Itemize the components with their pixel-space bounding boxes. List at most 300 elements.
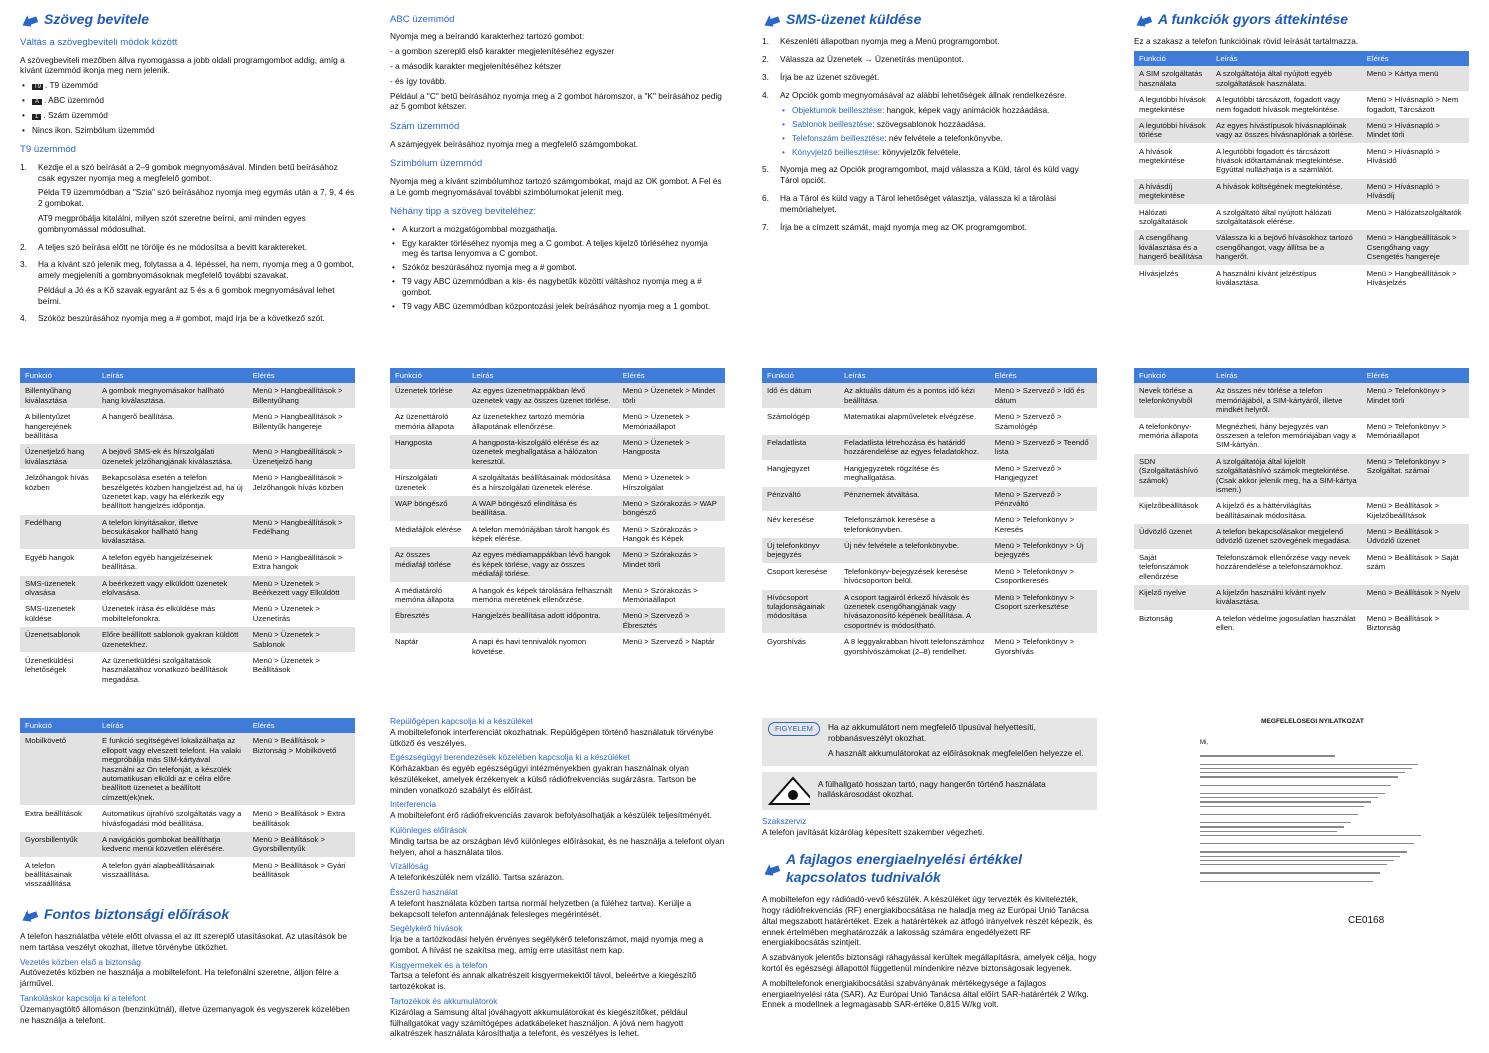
list-item: • 1 . Szám üzemmód (20, 110, 355, 122)
section-title: SMS-üzenet küldése (762, 10, 1097, 28)
table-cell: Hálózati szolgáltatások (1134, 204, 1211, 230)
table-row (1134, 498, 1469, 524)
paragraph: A szövegbeviteli mezőben állva nyomogassa a jobb oldali programgombot addig, amíg a kívánt üzemmód ikonja meg nem jelenik. (20, 54, 345, 76)
warning-badge: FIGYELEM (768, 722, 820, 736)
step: 5. Nyomja meg az Opciók programgombot, majd válassza a Küld, tárol és küld vagy Tárol opciót. (762, 164, 1079, 186)
table-cell: Menü > Szervező > Hangjegyzet (990, 460, 1097, 486)
table-cell: Menü > Hívásnapló > Hívásidő (1362, 143, 1469, 178)
table-cell: Menü > Beállítások > Biztonság > Mobilkövető (248, 733, 355, 805)
arrow-bullet-icon (762, 860, 780, 876)
table-header (1134, 368, 1469, 383)
certificate-text-line (1200, 860, 1394, 861)
column-header: Leírás (839, 368, 990, 383)
table-cell: Egyéb hangok (20, 549, 97, 575)
table-cell: SMS-üzenetek küldése (20, 601, 97, 627)
paragraph: Autóvezetés közben ne használja a mobiltelefont. Ha telefonálni szeretne, álljon félre a járművel. (20, 967, 339, 989)
certificate-lines (1200, 755, 1425, 882)
column-header: Funkció (1134, 368, 1211, 383)
table-cell: Üdvözlő üzenet (1134, 524, 1211, 550)
table-row (390, 547, 725, 582)
settings-and-safety (20, 718, 355, 1048)
column-header: Elérés (990, 368, 1097, 383)
subheading: Váltás a szövegbeviteli módok között (20, 37, 178, 49)
table-cell: A SIM szolgáltatás használata (1134, 66, 1211, 91)
table-row (20, 601, 355, 627)
table-row (762, 538, 1097, 564)
table-cell: Menü > Hangbeállítások > Fedélhang (248, 514, 355, 549)
table-row (1134, 549, 1469, 584)
column-header: Elérés (1362, 51, 1469, 66)
subheading: T9 üzemmód (20, 144, 76, 156)
step: 6. Ha a Tárol és küld vagy a Tárol lehetőséget választja, válassza ki a tárolási memóriahelyet. (762, 193, 1056, 214)
table-row (390, 521, 725, 547)
table-cell: Menü > Szervező > Ébresztés (618, 608, 725, 634)
table-block (20, 368, 355, 698)
table-row (1134, 230, 1469, 265)
list-item: • Nincs ikon. Szimbólum üzemmód (20, 125, 355, 136)
table-cell: A telefonkönyv-memória állapota (1134, 418, 1211, 453)
list-item: • Telefonszám beillesztése: név felvétele a telefonkönyvbe. (780, 133, 1097, 144)
certificate-text-line (1200, 755, 1335, 757)
column-header: Leírás (1211, 368, 1362, 383)
table-row (1134, 204, 1469, 230)
table-row (1134, 585, 1469, 611)
table-row (20, 733, 355, 805)
column-header: Funkció (762, 368, 839, 383)
certificate-text-line (1200, 801, 1371, 803)
warning-text: A fülhallgató hosszan tartó, nagy hangerőn történő használata halláskárosodást okozhat. (817, 778, 1046, 800)
certificate-text-line (1200, 864, 1387, 865)
table-cell: Menü > Szervező > Pénzváltó (990, 486, 1097, 512)
paragraph: Nyomja meg a beírandó karakterhez tartozó gombot: (390, 31, 585, 42)
subheading: Tartozékok és akkumulátorok (390, 995, 498, 1006)
table-cell: A használni kívánt jelzéstípus kiválasztása. (1211, 265, 1362, 291)
table-cell: Menü > Telefonkönyv > Csoportkeresés (990, 563, 1097, 589)
step-list (762, 36, 1097, 232)
hearing-warning-icon (768, 776, 810, 806)
table-cell: A kijelző és a háttérvilágítás beállításainak módosítása. (1211, 498, 1362, 524)
list-item: • Sablonok beillesztése: szövegsablonok hozzáadása. (780, 119, 1097, 130)
hearing-warning (762, 772, 1097, 810)
subheading: Szakszerviz (762, 816, 807, 827)
column-header: Elérés (618, 368, 725, 383)
function-overview-section (1134, 10, 1469, 340)
table-row (390, 409, 725, 435)
table-cell: Menü > Telefonkönyv > Memóriaállapot (1362, 418, 1469, 453)
table-row (1134, 92, 1469, 118)
subheading: Szimbólum üzemmód (390, 158, 483, 170)
t9-icon: T9 (34, 84, 42, 91)
table-cell: SMS-üzenetek olvasása (20, 575, 97, 601)
certificate-text-line (1200, 772, 1405, 773)
table-row (20, 470, 355, 515)
table-cell: Az üzenetekhez tartozó memória állapotának ellenőrzése. (467, 409, 618, 435)
table-cell: A napi és havi tennivalók nyomon követése. (467, 634, 618, 660)
table-cell: A szolgáltatója által nyújtott egyéb szolgáltatások használata. (1211, 66, 1362, 91)
table-cell: A hívások költségének megtekintése. (1211, 178, 1362, 204)
warning-text: A használt akkumulátorokat az előírásoknak megfelelően helyezze el. (827, 747, 1084, 758)
step: 2. Válassza az Üzenetek → Üzenetírás menüpontot. (762, 53, 964, 64)
table-block (1134, 368, 1469, 698)
table-row (1134, 524, 1469, 550)
table-cell: A legutóbbi fogadott és tárcsázott hívások időtartamának megtekintése. Egyúttal nullázhatja is a számlálót. (1211, 143, 1362, 178)
table-cell: Extra beállítások (20, 806, 97, 832)
table-cell: Számológép (762, 409, 839, 435)
certificate-text-line (1200, 835, 1421, 836)
table-cell: Menü > Kártya menü (1362, 66, 1469, 91)
table-cell: A telefon bekapcsolásakor megjelenő üdvözlő üzenet szövegének megadása. (1211, 524, 1362, 550)
table-row (390, 608, 725, 634)
table-cell: Az üzenettároló memória állapota (390, 409, 467, 435)
table-cell: A telefon kinyitásakor, illetve becsukásakor hallható hang kiválasztása. (97, 514, 248, 549)
column-header: Leírás (97, 368, 248, 383)
table-cell: Hírszolgálati üzenetek (390, 470, 467, 496)
table-row (390, 434, 725, 469)
table-cell: Menü > Üzenetek > Beállítások (248, 652, 355, 687)
table-cell: Menü > Telefonkönyv > Mindet törli (1362, 383, 1469, 418)
paragraph: A telefon használatba vétele előtt olvassa el az itt szereplő utasításokat. Az utasítások be nem tartása veszélyt okozhat, illetve törvénybe ütközhet. (20, 931, 348, 952)
table-cell: Feladatlista létrehozása és határidő hozzárendelése az egyes feladatokhoz. (839, 434, 990, 460)
table-cell: Menü > Üzenetek > Mindet törli (618, 383, 725, 408)
table-cell: A hangok és képek tárolására felhasznált memória méretének ellenőrzése. (467, 582, 618, 608)
certificate-text-line (1200, 872, 1380, 874)
subheading: Repülőgépen kapcsolja ki a készüléket (390, 716, 533, 726)
table-cell: A navigációs gombokat beállíthatja kedvenc menüi közvetlen elérésére. (97, 831, 248, 857)
table-cell: Menü > Beállítások > Gyári beállítások (248, 857, 355, 892)
table-row (1134, 610, 1469, 636)
certificate-text-line (1200, 814, 1358, 815)
table-cell: A hangerő beállítása. (97, 409, 248, 444)
list-item: • A . ABC üzemmód (20, 95, 355, 107)
table-cell: Üzenetsablonok (20, 627, 97, 653)
table-cell: Pénzváltó (762, 486, 839, 512)
table-cell: Hangjelzés beállítása adott időpontra. (467, 608, 618, 634)
paragraph: Például a "C" betű beírásához nyomja meg a 2 gombot háromszor, a "K" beírásához pedig az 5 gombot kétszer. (390, 90, 722, 112)
table-row (1134, 66, 1469, 91)
table-row (20, 444, 355, 470)
abc-mode-section (390, 14, 725, 344)
table-cell: Menü > Hálózatszolgáltatók (1362, 204, 1469, 230)
paragraph: A telefont használata közben tartsa normál helyzetben (a füléhez tartva). Kerülje a bekapcsolt telefon antennájának felesleges megérintését. (390, 897, 692, 919)
table-row (762, 563, 1097, 589)
paragraph: Ez a szakasz a telefon funkcióinak rövid leírását tartalmazza. (1134, 36, 1359, 47)
table-cell: Menü > Hangbeállítások > Üzenetjelző hang (248, 444, 355, 470)
function-table (390, 368, 725, 660)
tips-list (390, 224, 725, 311)
table-header (1134, 51, 1469, 66)
paragraph: Tartsa a telefont és annak alkatrészeit kisgyermekektől távol, beleértve a kiegészítő tartozékokat is. (390, 970, 697, 992)
table-cell: Üzenetküldési lehetőségek (20, 652, 97, 687)
table-cell: Nevek törlése a telefonkönyvből (1134, 383, 1211, 418)
step: 4. Az Opciók gomb megnyomásával az alábbi lehetőségek állnak rendelkezésre. • Objektumok beillesztése: hangok, képek vagy animációk hozzáadása. • Sablonok beillesztése: szövegsablonok hozzáadása. • Telefonszám beillesztése: név felvétele a telefonkönyvbe. • Könyvjelző beillesztése: könyvjelzők felvétele. (762, 90, 1097, 158)
list-item: • T9 vagy ABC üzemmódban a kis- és nagybetűk közötti váltáshoz nyomja meg a # gombot. (390, 276, 725, 298)
table-row (1134, 117, 1469, 143)
table-cell: Telefonkönyv-bejegyzések keresése hívócsoporton belül. (839, 563, 990, 589)
table-row (762, 383, 1097, 408)
paragraph: A mobiltelefon egy rádióadó-vevő készülék. A készüléket úgy tervezték és kivitelezték, hogy rádiófrekvenciás (RF) energiakibocsátása ne haladja meg az Európai Unió Tanácsa által megszabott határértéket. Ezek a határértékek az átfogó irányelvek részét képezik, és ennek értelmében meghatározzák a lakosság számára engedélyezett RF energiakibocsátás szintjeit. (762, 894, 1093, 948)
table-cell: Menü > Hangbeállítások > Jelzőhangok hívás közben (248, 470, 355, 515)
table-cell: Az összes név törlése a telefon memóriájából, a SIM-kártyáról, illetve mindkét helyről. (1211, 383, 1362, 418)
arrow-bullet-icon (20, 11, 38, 27)
table-cell: Médiafájlok elérése (390, 521, 467, 547)
table-cell: Csoport keresése (762, 563, 839, 589)
table-cell: Menü > Beállítások > Saját szám (1362, 549, 1469, 584)
table-cell: Menü > Szórakozás > WAP böngésző (618, 495, 725, 521)
table-cell: A hangposta-kiszolgáló elérése és az üzenetek meghallgatása a hálózaton keresztül. (467, 434, 618, 469)
table-header (390, 368, 725, 383)
table-cell: Menü > Beállítások > Extra beállítások (248, 806, 355, 832)
function-table (1134, 51, 1469, 291)
table-cell: A beérkezett vagy elküldött üzenetek elolvasása. (97, 575, 248, 601)
table-cell: A telefon memóriájában tárolt hangok és képek elérése. (467, 521, 618, 547)
table-cell: Az üzenetküldési szolgáltatások használatához vonatkozó beállítások megadása. (97, 652, 248, 687)
table-cell: Menü > Üzenetek > Memóriaállapot (618, 409, 725, 435)
mode-list (20, 80, 355, 135)
table-cell: Naptár (390, 634, 467, 660)
table-cell: Menü > Telefonkönyv > Keresés (990, 512, 1097, 538)
table-cell: Menü > Telefonkönyv > Csoport szerkesztése (990, 589, 1097, 634)
table-cell: A telefon egyéb hangjelzéseinek beállítása. (97, 549, 248, 575)
table-cell: Gyorsbillentyűk (20, 831, 97, 857)
subheading: Interferencia (390, 799, 437, 810)
certificate-text-line (1200, 768, 1412, 769)
table-row (20, 575, 355, 601)
ce-mark: CE0168 (1348, 915, 1385, 926)
list-item: • T9 . T9 üzemmód (20, 80, 355, 92)
table-cell: Válassza ki a bejövő hívásokhoz tartozó csengőhangot, vagy állítsa be a hangerőt. (1211, 230, 1362, 265)
table-cell: Biztonság (1134, 610, 1211, 636)
table-cell: Jelzőhangok hívás közben (20, 470, 97, 515)
paragraph: A telefon javítását kizárólag képesített szakember végezheti. (762, 827, 985, 838)
declaration-of-conformity (1200, 718, 1425, 1038)
table-cell: Menü > Beállítások > Kijelzőbeállítások (1362, 498, 1469, 524)
step: 2. A teljes szó beírása előtt ne törölje és ne módosítsa a bevitt karaktereket. (20, 241, 307, 252)
certificate-text-line (1200, 881, 1373, 882)
column-header: Leírás (467, 368, 618, 383)
step: 7. Írja be a címzett számát, majd nyomja meg az OK programgombot. (762, 221, 1027, 232)
table-row (390, 470, 725, 496)
table-cell: Menü > Hangbeállítások > Extra hangok (248, 549, 355, 575)
column-header: Elérés (1362, 368, 1469, 383)
column-header: Elérés (248, 718, 355, 733)
table-cell: Kijelzőbeállítások (1134, 498, 1211, 524)
table-cell: Üzenetek írása és elküldése más mobiltelefonokra. (97, 601, 248, 627)
table-cell: Automatikus újrahívó szolgáltatás vagy a hívásfogadási mód beállítása. (97, 806, 248, 832)
table-cell: Előre beállított sablonok gyakran küldött üzenetekhez. (97, 627, 248, 653)
table-cell: A szolgáltatás beállításainak módosítása és a hírszolgálati üzenetek elérése. (467, 470, 618, 496)
table-cell: Menü > Telefonkönyv > Új bejegyzés (990, 538, 1097, 564)
certificate-text-line (1200, 831, 1337, 832)
table-cell: Matematikai alapműveletek elvégzése. (839, 409, 990, 435)
list-item: • Szóköz beszúrásához nyomja meg a # gombot. (390, 262, 725, 273)
subheading: Szám üzemmód (390, 121, 460, 133)
table-row (20, 857, 355, 892)
table-cell: Gyorshívás (762, 634, 839, 660)
table-cell: A bejövő SMS-ek és hírszolgálati üzenetek jelzőhangjának kiválasztása. (97, 444, 248, 470)
section-title: Szöveg bevitele (20, 10, 355, 28)
table-cell: Üzenetek törlése (390, 383, 467, 408)
table-cell: Menü > Üzenetek > Hangposta (618, 434, 725, 469)
table-row (762, 589, 1097, 634)
table-row (762, 634, 1097, 660)
table-row (762, 460, 1097, 486)
table-cell: Bekapcsolása esetén a telefon beszélgetés közben hangjelzést ad, ha új üzenetet kap, vagy ha elérkezik egy beállított hangjelzés időpontja. (97, 470, 248, 515)
sms-section (762, 10, 1097, 340)
certificate-text-line (1200, 856, 1400, 857)
table-cell: Menü > Hívásnapló > Mindet törli (1362, 117, 1469, 143)
section-title: A funkciók gyors áttekintése (1134, 10, 1469, 28)
table-cell: Ébresztés (390, 608, 467, 634)
options-list (780, 105, 1097, 157)
certificate-text-line (1200, 776, 1398, 778)
column-header: Leírás (1211, 51, 1362, 66)
certificate-text-line (1200, 851, 1407, 853)
table-cell: A telefon gyári alapbeállításainak visszaállítása. (97, 857, 248, 892)
table-cell: A kijelzőn használni kívánt nyelv kiválasztása. (1211, 585, 1362, 611)
table-cell: Menü > Szórakozás > Hangok és Képek (618, 521, 725, 547)
table-cell: Menü > Hangbeállítások > Billentyűhang (248, 383, 355, 408)
table-row (20, 627, 355, 653)
certificate-text-line (1200, 826, 1344, 828)
table-row (762, 512, 1097, 538)
table-cell: A billentyűzet hangerejének beállítása (20, 409, 97, 444)
table-row (762, 409, 1097, 435)
table-cell: Menü > Hangbeállítások > Csengőhang vagy Csengetés hangereje (1362, 230, 1469, 265)
function-table (20, 368, 355, 688)
column-header: Elérés (248, 368, 355, 383)
table-row (20, 831, 355, 857)
table-cell: Saját telefonszámok ellenőrzése (1134, 549, 1211, 584)
table-cell: Üzenetjelző hang kiválasztása (20, 444, 97, 470)
table-cell: Telefonszámok ellenőrzése vagy nevek hozzárendelése a telefonszámokhoz. (1211, 549, 1362, 584)
table-cell: Mobilkövető (20, 733, 97, 805)
abc-icon: A (32, 99, 42, 105)
table-row (390, 383, 725, 408)
table-row (20, 409, 355, 444)
section-title: A fajlagos energiaelnyelési értékkel kapcsolatos tudnivalók (762, 850, 1097, 886)
table-cell: A gombok megnyomásakor hallható hang kiválasztása. (97, 383, 248, 408)
table-cell: A hívások megtekintése (1134, 143, 1211, 178)
list-item: • T9 vagy ABC üzemmódban központozási jelek beírásához nyomja meg a 1 gombot. (390, 301, 725, 312)
paragraph: Nyomja meg a kívánt szimbólumhoz tartozó számgombokat, majd az OK gombot. A Fel és a Le gomb megnyomásával további szimbólumokat jelenít meg. (390, 175, 722, 197)
table-row (1134, 453, 1469, 498)
table-cell: Kijelző nyelve (1134, 585, 1211, 611)
table-cell: Menü > Üzenetek > Beérkezett vagy Elküldött (248, 575, 355, 601)
list-item: • Egy karakter törléséhez nyomja meg a C gombot. A teljes kijelző törléséhez nyomja meg és tartsa lenyomva a C gombot. (390, 238, 725, 260)
table-cell: Megnézheti, hány bejegyzés van összesen a telefon memóriájában vagy a SIM-kártyán. (1211, 418, 1362, 453)
table-cell: Menü > Beállítások > Üdvözlő üzenet (1362, 524, 1469, 550)
line: - a gombon szereplő első karakter megjelenítéséhez egyszer (390, 46, 615, 57)
table-cell: Menü > Szórakozás > Memóriaállapot (618, 582, 725, 608)
line: - és így tovább. (390, 75, 447, 86)
section-title: Fontos biztonsági előírások (20, 905, 355, 923)
paragraph: Kizárólag a Samsung által jóváhagyott akkumulátorokat és kiegészítőket, például fülhallgatókat vagy számítógépes adatkábeleket használjon. A jóvá nem hagyott alkatrészek használata károsíthatja a telefont, és veszélyes is lehet. (390, 1006, 688, 1039)
paragraph: A számjegyek beírásához nyomja meg a megfelelő számgombokat. (390, 138, 639, 149)
paragraph: A mobiltelefonok energiakibocsátási szabványának mértékegysége a fajlagos energiaelnyelési ráta (SAR). Az Európai Unió Tanácsa által előírt SAR-határérték 2 W/kg. Ennek a modellnek a legmagasabb SAR-értéke 0,815 W/kg volt. (762, 977, 1089, 1010)
column-header: Funkció (20, 368, 97, 383)
table-cell: Fedélhang (20, 514, 97, 549)
table-cell: A legutóbbi hívások megtekintése (1134, 92, 1211, 118)
table-cell: Menü > Szervező > Idő és dátum (990, 383, 1097, 408)
table-cell: Menü > Beállítások > Biztonság (1362, 610, 1469, 636)
arrow-bullet-icon (762, 11, 780, 27)
certificate-text-line (1200, 822, 1351, 823)
table-cell: Hívásjelzés (1134, 265, 1211, 291)
paragraph: A telefonkészülék nem vízálló. Tartsa szárazon. (390, 872, 565, 883)
arrow-bullet-icon (1134, 11, 1152, 27)
table-cell: E funkció segítségével lokalizálhatja az ellopott vagy elveszett telefont. Ha valaki megpróbálja más SIM-kártyával használni az Ön telefonját, a készülék automatikusan elküldi az e célra előre beállított üzenetet a beállított címzett(ek)nek. (97, 733, 248, 805)
table-cell: Hangjegyzet (762, 460, 839, 486)
table-cell: A médiatároló memória állapota (390, 582, 467, 608)
certificate-text-line (1200, 843, 1414, 844)
table-row (1134, 383, 1469, 418)
warnings-and-sar (762, 718, 1097, 1048)
table-cell: Menü > Hangbeállítások > Hívásjelzés (1362, 265, 1469, 291)
table-cell: Hangjegyzetek rögzítése és meghallgatása. (839, 460, 990, 486)
certificate-label: Mi, (1200, 740, 1208, 747)
safety-continued (390, 716, 725, 1046)
certificate-text-line (1200, 764, 1418, 765)
list-item: • Objektumok beillesztése: hangok, képek vagy animációk hozzáadása. (780, 105, 1097, 116)
column-header: Leírás (97, 718, 248, 733)
table-header (20, 368, 355, 383)
table-cell: Idő és dátum (762, 383, 839, 408)
table-row (1134, 265, 1469, 291)
table-row (1134, 178, 1469, 204)
table-cell: Az aktuális dátum és a pontos idő kézi beállítása. (839, 383, 990, 408)
table-cell: Menü > Szervező > Számológép (990, 409, 1097, 435)
table-cell: Billentyűhang kiválasztása (20, 383, 97, 408)
certificate-text-line (1200, 793, 1385, 794)
table-cell: Menü > Üzenetek > Üzenetírás (248, 601, 355, 627)
table-row (390, 582, 725, 608)
table-block (390, 368, 725, 698)
paragraph: Írja be a tartózkodási helyén érvényes segélykérő telefonszámot, majd nyomja meg a gombot. A hívást ne szakítsa meg, amíg erre utasítást nem kap. (390, 934, 704, 955)
function-table (1134, 368, 1469, 637)
table-row (20, 383, 355, 408)
table-cell: A szolgáltató által nyújtott hálózati szolgáltatások elérése. (1211, 204, 1362, 230)
table-cell: Menü > Hívásnapló > Nem fogadott, Tárcsázott (1362, 92, 1469, 118)
list-item: • A kurzort a mozgatógombbal mozgathatja. (390, 224, 725, 235)
table-cell: Hívócsoport tulajdonságainak módosítása (762, 589, 839, 634)
table-cell: A csoport tagjairól érkező hívások és üzenetek csengőhangjának vagy hívásazonosító képének beállítása. A csoportnév is módosítható. (839, 589, 990, 634)
paragraph: Kórházakban és egyéb egészségügyi intézményekben gyakran használnak olyan készülékeket, amelyek érzékenyek a külső rádiófrekvenciás sugárzásra. Tartson be minden vonatkozó szabályt és előírást. (390, 763, 697, 795)
table-cell: A hívásdíj megtekintése (1134, 178, 1211, 204)
column-header: Funkció (390, 368, 467, 383)
table-cell: A telefon beállításainak visszaállítása (20, 857, 97, 892)
table-cell: Menü > Szervező > Teendő lista (990, 434, 1097, 460)
subheading: Tankoláskor kapcsolja ki a telefont (20, 992, 146, 1003)
number-icon: 1 (32, 114, 41, 120)
table-cell: SDN (Szolgáltatáshívó számok) (1134, 453, 1211, 498)
table-cell: Feladatlista (762, 434, 839, 460)
table-row (20, 806, 355, 832)
table-cell: Pénznemek átváltása. (839, 486, 990, 512)
table-cell: Menü > Szórakozás > Mindet törli (618, 547, 725, 582)
text-input-section (20, 10, 355, 340)
paragraph: A mobiltelefonok interferenciát okozhatnak. Repülőgépen történő használatuk törvénybe ütköző és veszélyes. (390, 726, 714, 748)
table-header (762, 368, 1097, 383)
subheading: Ésszerű használat (390, 886, 458, 897)
arrow-bullet-icon (20, 906, 38, 922)
table-cell: A telefon védelme jogosulatlan használat ellen. (1211, 610, 1362, 636)
table-block (762, 368, 1097, 698)
step: 3. Ha a kívánt szó jelenik meg, folytassa a 4. lépéssel, ha nem, nyomja meg a 0 gombot, amely megjeleníti a gombnyomásoknak megfelelő további szavakat. Például a Jó és a Kő szavak egyaránt az 5 és a 6 gombok megnyomásával lehet beírni. (20, 259, 354, 306)
certificate-text-line (1200, 785, 1391, 786)
paragraph: Üzemanyagtöltő állomáson (benzinkútnál), illetve üzemanyagok és vegyszerek közelében ne használja a telefont. (20, 1003, 350, 1025)
function-table (762, 368, 1097, 660)
paragraph: A mobiltelefont érő rádiófrekvenciás zavarok befolyásolhatják a készülék teljesítményét. (390, 810, 712, 821)
